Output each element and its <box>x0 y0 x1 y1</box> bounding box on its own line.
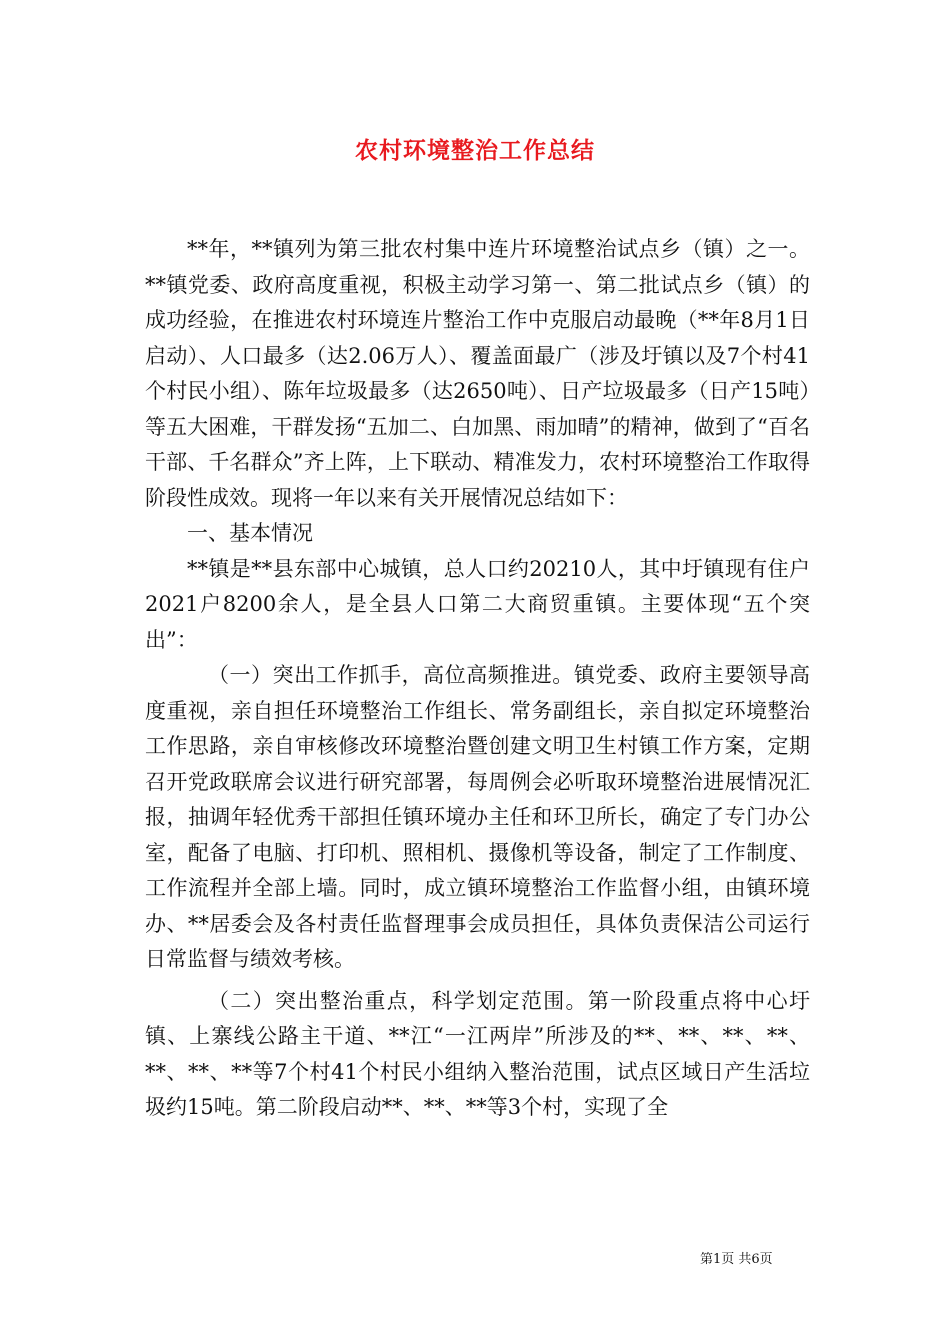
subsection-1-paragraph: （一）突出工作抓手，高位高频推进。镇党委、政府主要领导高度重视，亲自担任环境整治工作组长、常务副组长，亲自拟定环境整治工作思路，亲自审核修改环境整治暨创建文明卫生村镇工作方案，定期召开党政联席会议进行研究部署，每周例会必听取环境整治进展情况汇报，抽调年轻优秀干部担任镇环境办主任和环卫所长，确定了专门办公室，配备了电脑、打印机、照相机、摄像机等设备，制定了工作制度、工作流程并全部上墙。同时，成立镇环境整治工作监督小组，由镇环境办、**居委会及各村责任监督理事会成员担任，具体负责保洁公司运行日常监督与绩效考核。 <box>145 663 810 971</box>
page-title: 农村环境整治工作总结 <box>355 137 595 164</box>
basic-situation-paragraph: **镇是**县东部中心城镇，总人口约20210人，其中圩镇现有住户2021户8200余人，是全县人口第二大商贸重镇。主要体现“五个突出”： <box>145 556 810 652</box>
intro-paragraph: **年，**镇列为第三批农村集中连片环境整治试点乡（镇）之一。**镇党委、政府高度重视，积极主动学习第一、第二批试点乡（镇）的成功经验，在推进农村环境连片整治工作中克服启动最晚（**年8月1日启动）、人口最多（达2.06万人）、覆盖面最广（涉及圩镇以及7个村41个村民小组）、陈年垃圾最多（达2650吨）、日产垃圾最多（日产15吨）等五大困难，干群发扬“五加二、白加黑、雨加晴”的精神，做到了“百名干部、千名群众”齐上阵，上下联动、精准发力，农村环境整治工作取得阶段性成效。现将一年以来有关开展情况总结如下： <box>145 237 810 510</box>
page-indicator: 第1页 共6页 <box>700 1252 773 1267</box>
section-heading-basic-situation: 一、基本情况 <box>187 521 313 545</box>
subsection-2-paragraph: （二）突出整治重点，科学划定范围。第一阶段重点将中心圩镇、上寨线公路主干道、**江“一江两岸”所涉及的**、**、**、**、**、**、**等7个村41个村民小组纳入整治范围，试点区域日产生活垃圾约15吨。第二阶段启动**、**、**等3个村，实现了全 <box>145 988 810 1119</box>
document-body <box>145 232 810 1126</box>
